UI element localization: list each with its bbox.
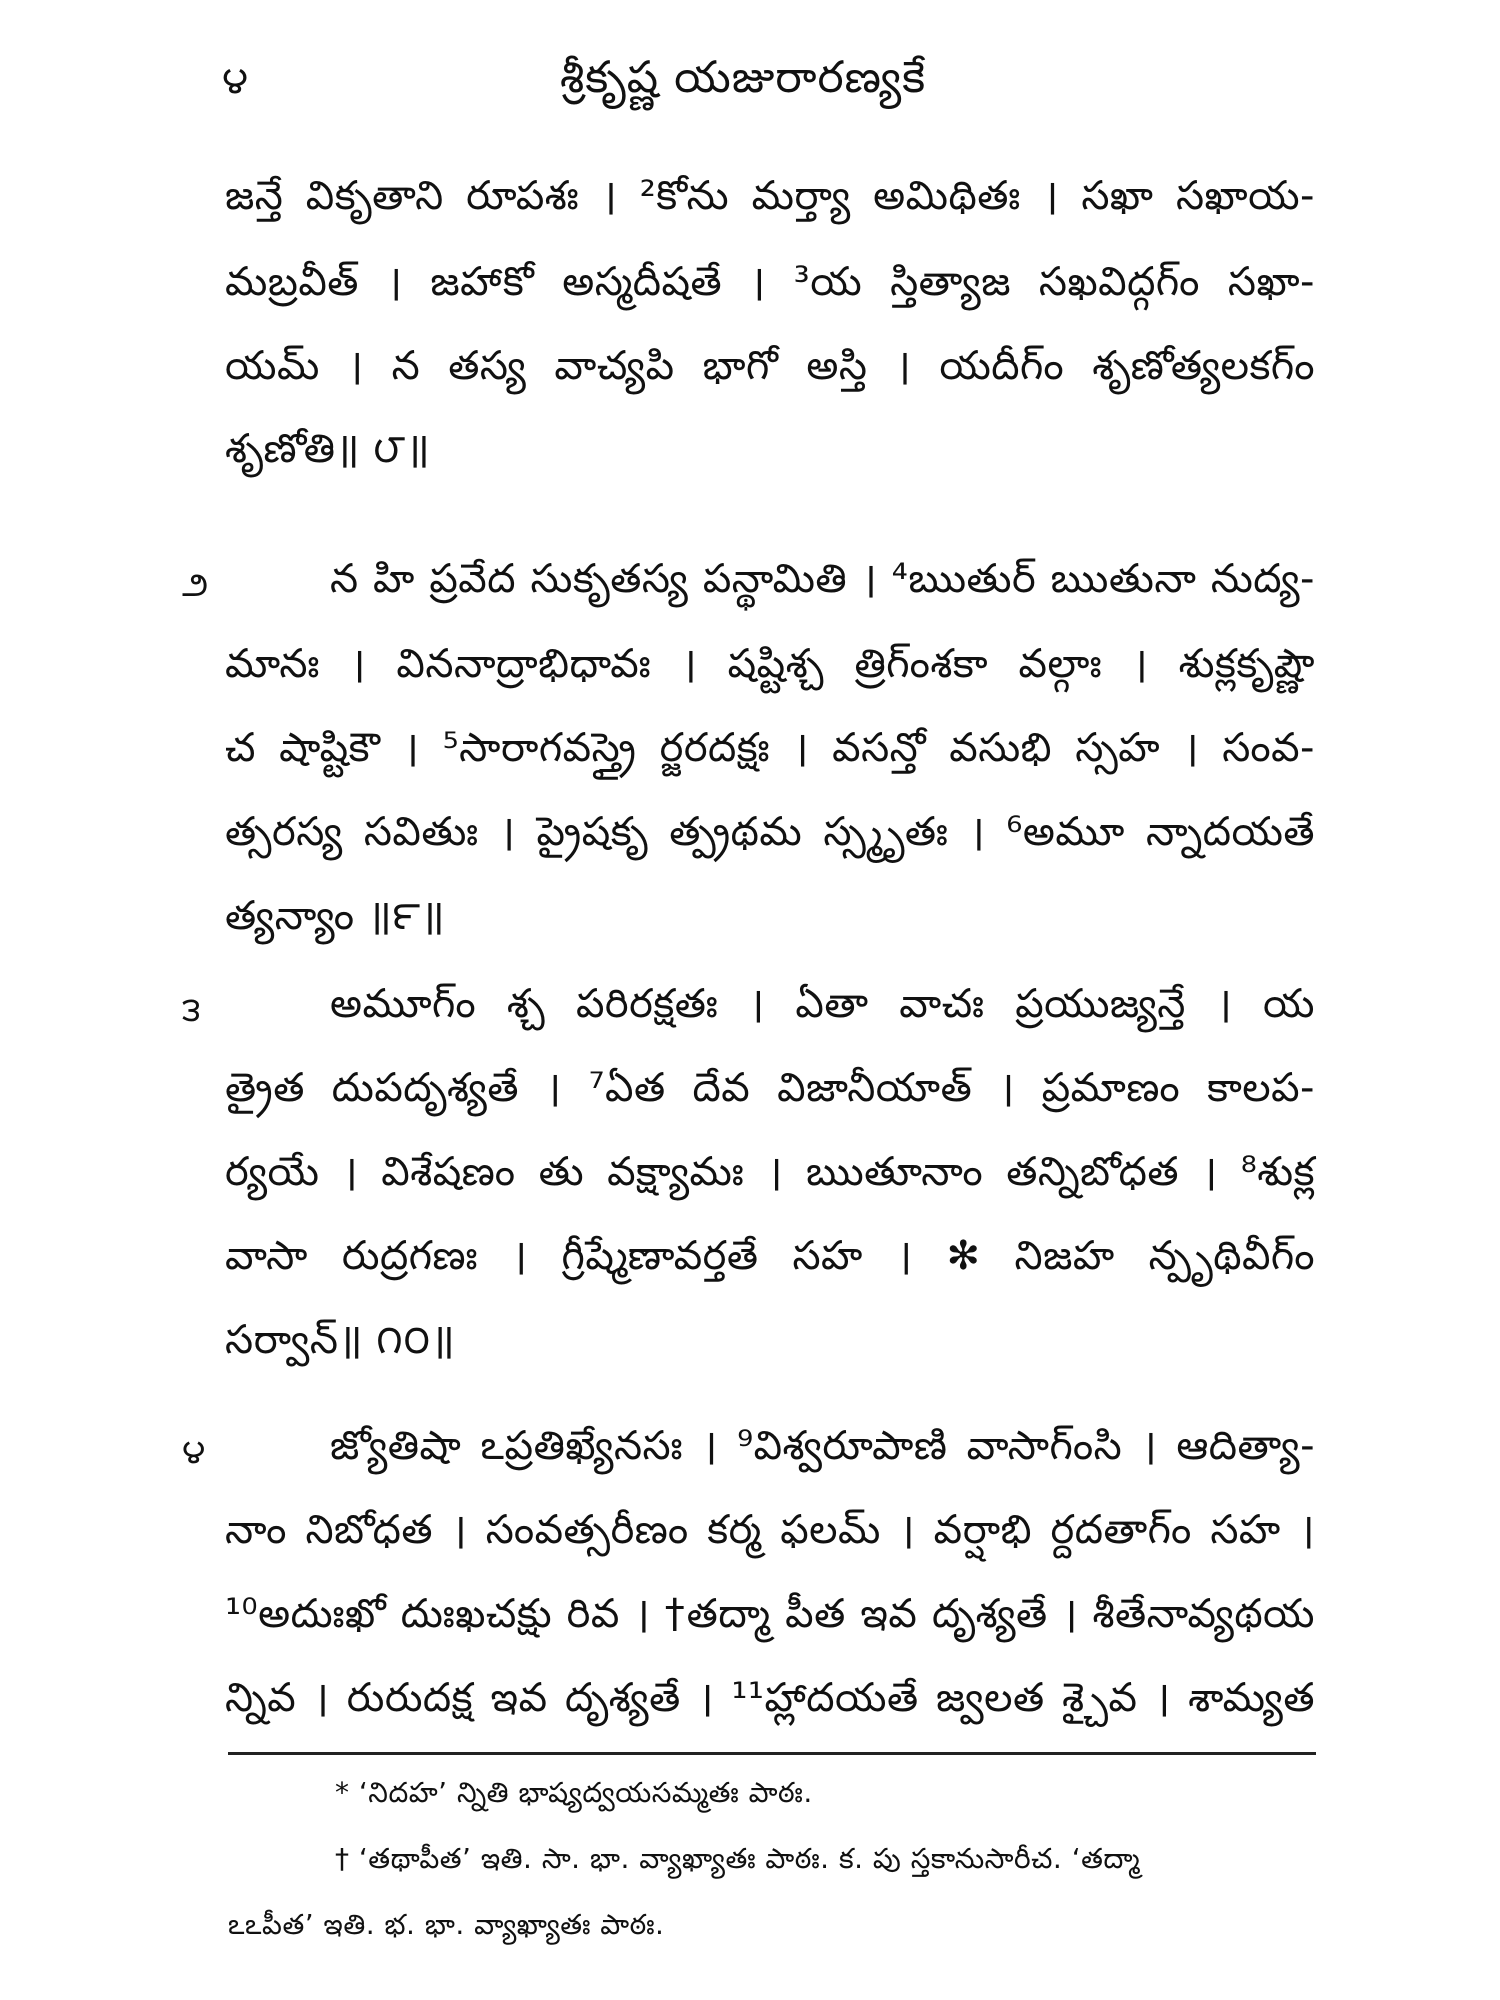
verse-line: సర్వాన్॥ ౧౦॥	[225, 1317, 456, 1363]
verse-line: న్నివ । రురుదక్ష ఇవ దృశ్యతే । ¹¹హ్లాదయతే జ్వలత శ్చైవ । శామ్యత	[225, 1675, 1315, 1721]
verse-line: త్రైత దుపదృశ్యతే । ⁷ఏత దేవ విజానీయాత్ । ప్రమాణం కాలప-	[225, 1065, 1315, 1111]
footnote: * ‘నిదహ’ న్నితి భాష్యద్వయసమ్మతః పాఠః.	[335, 1776, 813, 1809]
footnote-divider	[228, 1752, 1316, 1755]
verse-number: ౨	[182, 565, 209, 605]
footnote: † ‘తథాపీత’ ఇతి. సా. భా. వ్యాఖ్యాతః పాఠః. క. పు స్తకానుసారీచ. ‘తద్మా	[335, 1842, 1141, 1875]
verse-line: జన్తే వికృతాని రూపశః । ²కోను మర్త్యా అమిథితః । సఖా సఖాయ-	[225, 173, 1315, 219]
verse-line: శృణోతి॥ ౮॥	[225, 426, 431, 472]
verse-line: చ షాష్టికౌ । ⁵సారాగవస్త్రై ర్జరదక్షః । వసన్తో వసుభి స్సహ । సంవ-	[225, 725, 1315, 771]
verse-line: త్యన్యాం ॥౯॥	[225, 893, 446, 939]
verse-line: నాం నిబోధత । సంవత్సరీణం కర్మ ఫలమ్ । వర్షాభి ర్దదతాగ్‍ం సహ ।	[225, 1507, 1315, 1553]
verse-line: మానః । విననాద్రాభిధావః । షష్టిశ్చ త్రిగ్‍ంశకా వల్గాః । శుక్లకృష్ణౌ	[225, 641, 1315, 687]
footnote: ఽఽపీత’ ఇతి. భ. భా. వ్యాఖ్యాతః పాఠః.	[228, 1908, 665, 1941]
verse-number: ౪	[182, 1432, 206, 1472]
verse-line: న హి ప్రవేద సుకృతస్య పన్థామితి । ⁴ఋతుర్ ఋతునా నుద్య-	[330, 556, 1315, 602]
page-number: ౪	[222, 58, 249, 102]
verse-number: ౩	[182, 990, 201, 1030]
verse-line: త్సరస్య సవితుః । ప్రైషకృ త్ప్రథమ స్స్మృతః । ⁶అమూ న్నాదయతే	[225, 809, 1315, 855]
verse-line: ¹⁰అదుఃఖో దుఃఖచక్షు రివ । †తద్మా పీత ఇవ దృశ్యతే । శీతేనావ్యథయ	[225, 1591, 1315, 1637]
verse-line: జ్యోతిషా ఽప్రతిఖ్యేనసః । ⁹విశ్వరూపాణి వాసాగ్‍ంసి । ఆదిత్యా-	[330, 1423, 1315, 1469]
running-title: శ్రీకృష్ణ యజురారణ్యకే	[560, 52, 927, 103]
verse-line: ర్యయే । విశేషణం తు వక్ష్యామః । ఋతూనాం తన్నిబోధత । ⁸శుక్ల	[225, 1149, 1315, 1195]
verse-line: అమూగ్‍ం శ్చ పరిరక్షతః । ఏతా వాచః ప్రయుజ్యన్తే । య	[330, 981, 1315, 1027]
verse-line: మబ్రవీత్ । జహాకో అస్మదీషతే । ³య స్తిత్యాజ సఖవిద్గగ్‍ం సఖా-	[225, 259, 1315, 305]
verse-line: వాసా రుద్రగణః । గ్రీష్మేణావర్తతే సహ । ✻ నిజహ న్పృథివీగ్‍ం	[225, 1233, 1315, 1279]
verse-line: యమ్ । న తస్య వాచ్యపి భాగో అస్తి । యదీగ్‍ం శృణోత్యలకగ్‍ం	[225, 343, 1315, 389]
